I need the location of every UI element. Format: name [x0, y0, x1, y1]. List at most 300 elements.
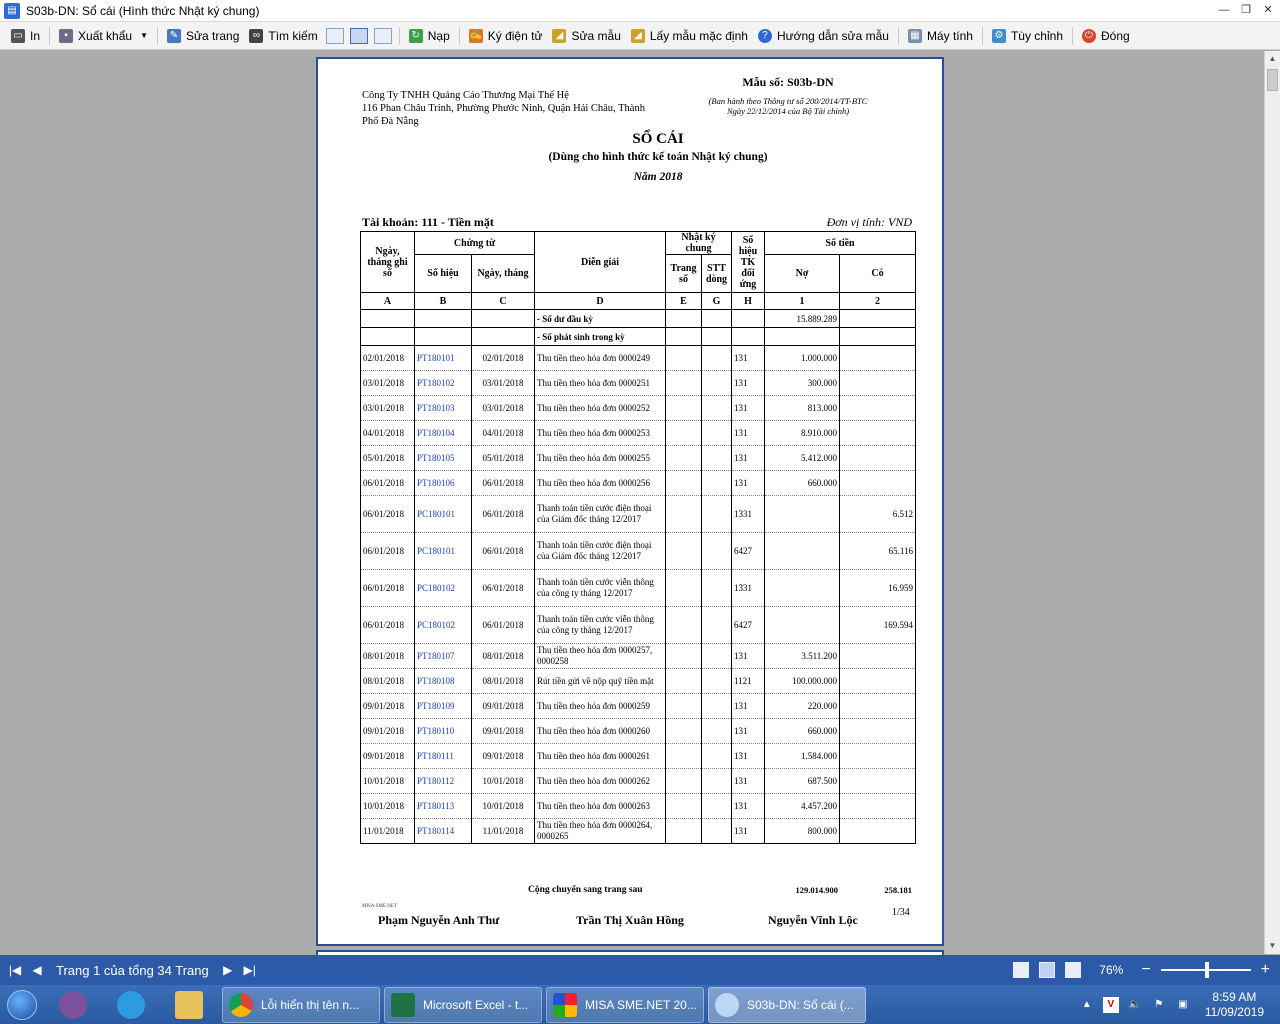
debit-amount: 3.511.200 [765, 644, 840, 669]
close-icon[interactable]: ✕ [1263, 4, 1273, 16]
debit-amount: 8.910.000 [765, 421, 840, 446]
debit-amount: 660.000 [765, 471, 840, 496]
column-letter: 1 [765, 293, 840, 310]
journal-line [702, 819, 732, 844]
scroll-up-icon[interactable]: ▲ [1268, 54, 1277, 63]
toolbar-separator [982, 27, 983, 45]
period-empty [732, 328, 765, 346]
voucher-link[interactable]: PT180106 [415, 471, 472, 496]
title-bar [0, 0, 1280, 22]
entry-description: Thu tiền theo hóa đơn 0000256 [535, 471, 666, 496]
journal-page [666, 607, 702, 644]
entry-description: Thanh toán tiền cước điện thoại của Giám đốc tháng 12/2017 [535, 533, 666, 570]
debit-amount: 5.412.000 [765, 446, 840, 471]
entry-date: 06/01/2018 [361, 533, 415, 570]
entry-description: Thu tiền theo hóa đơn 0000255 [535, 446, 666, 471]
entry-date: 03/01/2018 [361, 396, 415, 421]
voucher-link[interactable]: PT180105 [415, 446, 472, 471]
column-letter: D [535, 293, 666, 310]
debit-amount: 800.000 [765, 819, 840, 844]
entry-description: Thu tiền theo hóa đơn 0000259 [535, 694, 666, 719]
task-excel[interactable]: Microsoft Excel - t... [384, 987, 542, 1023]
pinned-ie[interactable] [102, 987, 160, 1023]
period-empty [361, 328, 415, 346]
journal-line [702, 694, 732, 719]
page-navigation-bar [0, 955, 1280, 985]
counter-account: 131 [732, 719, 765, 744]
misa-icon [553, 993, 577, 1017]
toolbar-separator [898, 27, 899, 45]
signer-preparer: Phạm Nguyễn Anh Thư [378, 913, 500, 927]
debit-amount [765, 533, 840, 570]
currency-unit: Đơn vị tính: VND [826, 215, 912, 229]
journal-line [702, 496, 732, 533]
voucher-link[interactable]: PT180107 [415, 644, 472, 669]
voucher-link[interactable]: PC180102 [415, 607, 472, 644]
action-center-icon[interactable]: ⚑ [1154, 998, 1164, 1010]
voucher-link[interactable]: PT180108 [415, 669, 472, 694]
entry-date: 06/01/2018 [361, 471, 415, 496]
counter-account: 131 [732, 769, 765, 794]
voucher-date: 10/01/2018 [472, 794, 535, 819]
table-row [361, 694, 916, 719]
voucher-date: 09/01/2018 [472, 719, 535, 744]
voucher-link[interactable]: PC180101 [415, 533, 472, 570]
calculator-icon: ▦ [908, 29, 922, 43]
first-page-icon[interactable]: |◀ [8, 963, 22, 977]
counter-account: 131 [732, 446, 765, 471]
header-description: Diễn giải [535, 232, 666, 293]
credit-amount [840, 421, 916, 446]
header-voucher: Chứng từ [415, 232, 535, 255]
table-row [361, 744, 916, 769]
credit-amount [840, 371, 916, 396]
voucher-link[interactable]: PT180114 [415, 819, 472, 844]
table-row [361, 533, 916, 570]
form-number-block [688, 75, 888, 116]
opening-balance-label: - Số dư đầu kỳ [535, 310, 666, 328]
journal-line [702, 570, 732, 607]
voucher-date: 10/01/2018 [472, 769, 535, 794]
voucher-date: 11/01/2018 [472, 819, 535, 844]
customize-button[interactable]: ⚙ Tùy chỉnh [987, 25, 1068, 47]
entry-date: 06/01/2018 [361, 570, 415, 607]
opening-empty [361, 310, 415, 328]
viber-icon [59, 991, 87, 1019]
zoom-in-icon[interactable]: + [1260, 961, 1270, 978]
debit-amount [765, 570, 840, 607]
customize-icon: ⚙ [992, 29, 1006, 43]
signature-icon: ✍ [469, 29, 482, 41]
pinned-explorer[interactable] [160, 987, 218, 1023]
table-row [361, 570, 916, 607]
period-empty [765, 328, 840, 346]
opening-empty [702, 310, 732, 328]
table-row [361, 819, 916, 844]
voucher-date: 08/01/2018 [472, 644, 535, 669]
journal-page [666, 744, 702, 769]
toolbar-separator [399, 27, 400, 45]
journal-page [666, 819, 702, 844]
credit-amount [840, 446, 916, 471]
credit-amount [840, 346, 916, 371]
table-row [361, 607, 916, 644]
company-name: Công Ty TNHH Quảng Cáo Thương Mại Thế Hệ [362, 90, 569, 101]
journal-line [702, 669, 732, 694]
network-icon[interactable]: ▣ [1178, 998, 1188, 1010]
pinned-viber[interactable] [44, 987, 102, 1023]
journal-line [702, 744, 732, 769]
debit-amount: 1.584.000 [765, 744, 840, 769]
table-row [361, 719, 916, 744]
voucher-date: 04/01/2018 [472, 421, 535, 446]
table-row [361, 371, 916, 396]
e-sign-button[interactable]: ✍ Ký điện tử [469, 28, 543, 43]
entry-date: 04/01/2018 [361, 421, 415, 446]
header-amount: Số tiền [765, 232, 916, 255]
counter-account: 131 [732, 346, 765, 371]
table-row [361, 421, 916, 446]
header-date: Ngày, tháng ghi sổ [361, 232, 415, 293]
view-fit-width-icon[interactable] [374, 28, 392, 44]
credit-amount [840, 396, 916, 421]
single-page-view-icon[interactable] [1013, 962, 1029, 978]
signer-chief-accountant: Trần Thị Xuân Hồng [576, 913, 684, 927]
entry-date: 02/01/2018 [361, 346, 415, 371]
journal-page [666, 533, 702, 570]
entry-description: Thu tiền theo hóa đơn 0000261 [535, 744, 666, 769]
entry-date: 10/01/2018 [361, 769, 415, 794]
header-journal: Nhật ký chung [666, 232, 732, 255]
credit-amount: 65.116 [840, 533, 916, 570]
two-page-view-icon[interactable] [1039, 962, 1055, 978]
voucher-date: 06/01/2018 [472, 607, 535, 644]
account-label: Tài khoản: 111 - Tiền mặt [362, 215, 494, 229]
edit-template-button[interactable]: ◢ Sửa mẫu [547, 25, 625, 47]
credit-amount: 169.594 [840, 607, 916, 644]
column-letter: E [666, 293, 702, 310]
carry-forward-debit: 129.014.900 [795, 885, 838, 895]
entry-date: 06/01/2018 [361, 496, 415, 533]
footer-watermark: MISA.SME.NET [362, 904, 398, 909]
column-letter: 2 [840, 293, 916, 310]
credit-amount [840, 471, 916, 496]
ledger-table [360, 231, 916, 844]
opening-empty [840, 310, 916, 328]
voucher-date: 05/01/2018 [472, 446, 535, 471]
debit-amount: 4.457.200 [765, 794, 840, 819]
company-block [362, 89, 652, 128]
entry-description: Thu tiền theo hóa đơn 0000260 [535, 719, 666, 744]
journal-page [666, 371, 702, 396]
voucher-link[interactable]: PT180112 [415, 769, 472, 794]
refresh-icon: ↻ [409, 29, 423, 43]
scroll-thumb[interactable] [1267, 69, 1278, 91]
report-heading [318, 131, 998, 183]
edit-page-button[interactable]: ✎ Sửa trang [162, 25, 244, 47]
zoom-slider-knob[interactable] [1205, 962, 1209, 978]
template-icon: ◢ [552, 29, 566, 43]
debit-amount: 813.000 [765, 396, 840, 421]
antivirus-icon[interactable]: V [1103, 997, 1119, 1013]
header-debit: Nợ [765, 255, 840, 293]
volume-muted-icon[interactable]: 🔈 [1128, 998, 1142, 1010]
journal-page [666, 694, 702, 719]
voucher-date: 09/01/2018 [472, 744, 535, 769]
counter-account: 131 [732, 644, 765, 669]
zoom-controls [1013, 955, 1270, 985]
counter-account: 131 [732, 421, 765, 446]
chevron-down-icon[interactable]: ▼ [140, 31, 148, 40]
voucher-link[interactable]: PT180102 [415, 371, 472, 396]
voucher-link[interactable]: PT180101 [415, 346, 472, 371]
journal-page [666, 669, 702, 694]
task-chrome[interactable]: Lỗi hiển thị tên n... [222, 987, 380, 1023]
journal-page [666, 719, 702, 744]
find-button[interactable]: ∞ Tìm kiếm [244, 25, 322, 47]
view-full-page-icon[interactable] [350, 28, 368, 44]
table-row [361, 496, 916, 533]
entry-date: 09/01/2018 [361, 744, 415, 769]
journal-line [702, 533, 732, 570]
vertical-scrollbar[interactable] [1264, 51, 1280, 954]
credit-amount [840, 644, 916, 669]
period-empty [702, 328, 732, 346]
load-button[interactable]: ↻ Nạp [404, 25, 455, 47]
entry-date: 11/01/2018 [361, 819, 415, 844]
window-controls [1216, 2, 1276, 18]
voucher-link[interactable]: PT180111 [415, 744, 472, 769]
folder-icon [175, 991, 203, 1019]
period-empty [840, 328, 916, 346]
zoom-out-icon[interactable]: − [1141, 961, 1151, 978]
view-single-page-icon[interactable] [326, 28, 344, 44]
journal-line [702, 371, 732, 396]
journal-page [666, 446, 702, 471]
period-empty [415, 328, 472, 346]
report-viewer-icon [715, 993, 739, 1017]
entry-description: Thu tiền theo hóa đơn 0000251 [535, 371, 666, 396]
next-page-icon[interactable]: ▶ [223, 963, 233, 977]
entry-date: 05/01/2018 [361, 446, 415, 471]
entry-description: Thanh toán tiền cước viễn thông của công ty tháng 12/2017 [535, 570, 666, 607]
voucher-link[interactable]: PT180113 [415, 794, 472, 819]
print-button[interactable]: ▭ In [6, 25, 45, 47]
entry-description: Thu tiền theo hóa đơn 0000263 [535, 794, 666, 819]
last-page-icon[interactable]: ▶| [243, 963, 256, 977]
carry-forward-label: Cộng chuyển sang trang sau [528, 885, 643, 895]
windows-taskbar [0, 985, 1280, 1024]
counter-account: 1331 [732, 496, 765, 533]
opening-empty [666, 310, 702, 328]
edit-page-icon: ✎ [167, 29, 181, 43]
report-toolbar [0, 22, 1280, 50]
zoom-slider[interactable] [1161, 969, 1251, 971]
column-letter: B [415, 293, 472, 310]
credit-amount: 16.959 [840, 570, 916, 607]
export-button[interactable]: ▪ Xuất khẩu ▼ [54, 25, 153, 47]
entry-description: Thu tiền theo hóa đơn 0000249 [535, 346, 666, 371]
multi-page-view-icon[interactable] [1065, 962, 1081, 978]
column-letter: H [732, 293, 765, 310]
chrome-icon [229, 993, 253, 1017]
minimize-icon[interactable]: — [1218, 4, 1230, 16]
table-row [361, 644, 916, 669]
debit-amount: 100.000.000 [765, 669, 840, 694]
credit-amount [840, 769, 916, 794]
entry-description: Thu tiền theo hóa đơn 0000264, 0000265 [535, 819, 666, 844]
voucher-link[interactable]: PT180104 [415, 421, 472, 446]
binoculars-icon: ∞ [249, 29, 263, 43]
voucher-date: 06/01/2018 [472, 570, 535, 607]
voucher-date: 06/01/2018 [472, 471, 535, 496]
system-clock[interactable] [1205, 990, 1264, 1020]
entry-date: 06/01/2018 [361, 607, 415, 644]
debit-amount [765, 496, 840, 533]
floppy-icon: ▪ [59, 29, 73, 43]
counter-account: 1331 [732, 570, 765, 607]
restore-icon[interactable]: ❐ [1241, 4, 1251, 16]
journal-line [702, 471, 732, 496]
table-row [361, 471, 916, 496]
default-template-button[interactable]: ◢ Lấy mẫu mặc định [626, 25, 753, 47]
header-credit: Có [840, 255, 916, 293]
task-report[interactable]: S03b-DN: Sổ cái (... [708, 987, 866, 1023]
close-button[interactable]: ⏻ Đóng [1077, 25, 1135, 47]
form-issued-line-1: (Ban hành theo Thông tư số 200/2014/TT-BTC [708, 96, 868, 106]
header-counter-account: Số hiệu TK đối ứng [732, 232, 765, 293]
entry-date: 08/01/2018 [361, 644, 415, 669]
opening-empty [472, 310, 535, 328]
header-voucher-no: Số hiệu [415, 255, 472, 293]
journal-page [666, 421, 702, 446]
table-row [361, 396, 916, 421]
counter-account: 131 [732, 396, 765, 421]
report-page [316, 57, 944, 946]
report-title: SỔ CÁI [632, 131, 684, 147]
calculator-button[interactable]: ▦ Máy tính [903, 25, 978, 47]
clock-date: 11/09/2019 [1204, 1004, 1264, 1019]
start-button[interactable] [0, 987, 44, 1023]
counter-account: 131 [732, 744, 765, 769]
entry-description: Thu tiền theo hóa đơn 0000262 [535, 769, 666, 794]
period-empty [666, 328, 702, 346]
printer-icon: ▭ [11, 29, 25, 43]
debit-amount: 1.000.000 [765, 346, 840, 371]
voucher-link[interactable]: PT180103 [415, 396, 472, 421]
credit-amount [840, 719, 916, 744]
credit-amount [840, 694, 916, 719]
counter-account: 131 [732, 371, 765, 396]
default-template-icon: ◢ [631, 29, 645, 43]
task-misa[interactable]: MISA SME.NET 20... [546, 987, 704, 1023]
toolbar-separator [459, 27, 460, 45]
debit-amount: 660.000 [765, 719, 840, 744]
credit-amount: 6.512 [840, 496, 916, 533]
counter-account: 1121 [732, 669, 765, 694]
journal-page [666, 570, 702, 607]
voucher-link[interactable]: PT180109 [415, 694, 472, 719]
column-letter: A [361, 293, 415, 310]
system-tray [1079, 985, 1280, 1024]
journal-page [666, 396, 702, 421]
internet-explorer-icon [117, 991, 145, 1019]
journal-line [702, 644, 732, 669]
company-address: 116 Phan Châu Trinh, Phường Phước Ninh, Quận Hải Châu, Thành Phố Đà Nẵng [362, 103, 645, 127]
period-movement-label: - Số phát sinh trong kỳ [535, 328, 666, 346]
form-issued-line-2: Ngày 22/12/2014 của Bộ Tài chính) [726, 106, 850, 116]
signer-director: Nguyễn Vĩnh Lộc [768, 913, 858, 927]
toolbar-separator [157, 27, 158, 45]
debit-amount: 300.000 [765, 371, 840, 396]
windows-logo-icon [7, 990, 37, 1020]
credit-amount [840, 744, 916, 769]
entry-date: 10/01/2018 [361, 794, 415, 819]
power-icon: ⏻ [1082, 29, 1096, 43]
counter-account: 6427 [732, 607, 765, 644]
journal-line [702, 346, 732, 371]
voucher-date: 03/01/2018 [472, 396, 535, 421]
entry-description: Thu tiền theo hóa đơn 0000253 [535, 421, 666, 446]
toolbar-separator [1072, 27, 1073, 45]
previous-page-icon[interactable]: ◀ [32, 963, 42, 977]
journal-page [666, 346, 702, 371]
carry-forward-credit: 258.181 [884, 885, 912, 895]
voucher-date: 06/01/2018 [472, 533, 535, 570]
show-hidden-icons-icon[interactable]: ▲ [1081, 998, 1092, 1010]
column-letter: G [702, 293, 732, 310]
entry-description: Thu tiền theo hóa đơn 0000257, 0000258 [535, 644, 666, 669]
journal-line [702, 794, 732, 819]
entry-description: Rút tiền gửi về nộp quỹ tiền mặt [535, 669, 666, 694]
report-subtitle: (Dùng cho hình thức kế toán Nhật ký chung) [548, 151, 768, 163]
table-row [361, 794, 916, 819]
journal-line [702, 607, 732, 644]
template-help-button[interactable]: ? Hướng dẫn sửa mẫu [753, 25, 894, 47]
counter-account: 131 [732, 694, 765, 719]
credit-amount [840, 819, 916, 844]
journal-page [666, 471, 702, 496]
voucher-date: 03/01/2018 [472, 371, 535, 396]
entry-date: 03/01/2018 [361, 371, 415, 396]
entry-description: Thanh toán tiền cước điện thoại của Giám đốc tháng 12/2017 [535, 496, 666, 533]
scroll-down-icon[interactable]: ▼ [1268, 941, 1277, 950]
debit-amount [765, 607, 840, 644]
excel-icon [391, 993, 415, 1017]
voucher-link[interactable]: PC180102 [415, 570, 472, 607]
ledger-rows [361, 346, 916, 844]
column-letter: C [472, 293, 535, 310]
counter-account: 131 [732, 471, 765, 496]
header-line: STT dòng [702, 255, 732, 293]
journal-page [666, 769, 702, 794]
app-icon: ▤ [4, 3, 20, 19]
journal-page [666, 644, 702, 669]
journal-line [702, 719, 732, 744]
report-year: Năm 2018 [633, 171, 683, 183]
table-row [361, 346, 916, 371]
entry-date: 09/01/2018 [361, 719, 415, 744]
journal-line [702, 769, 732, 794]
counter-account: 6427 [732, 533, 765, 570]
table-row [361, 769, 916, 794]
voucher-date: 02/01/2018 [472, 346, 535, 371]
window-title: S03b-DN: Sổ cái (Hình thức Nhật ký chung) [26, 3, 260, 18]
voucher-link[interactable]: PC180101 [415, 496, 472, 533]
header-voucher-date: Ngày, tháng [472, 255, 535, 293]
voucher-link[interactable]: PT180110 [415, 719, 472, 744]
page-info: Trang 1 của tổng 34 Trang [56, 962, 209, 978]
